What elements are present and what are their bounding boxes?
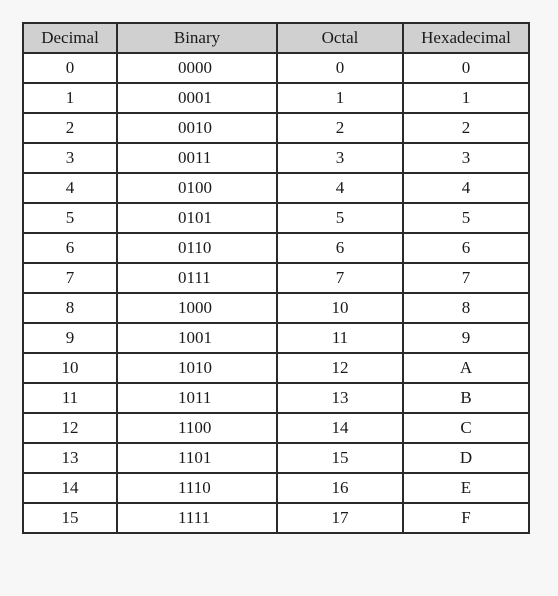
cell-binary: 0101 <box>117 203 277 233</box>
cell-octal: 16 <box>277 473 403 503</box>
cell-octal: 6 <box>277 233 403 263</box>
cell-hexadecimal: 0 <box>403 53 529 83</box>
cell-binary: 0100 <box>117 173 277 203</box>
cell-hexadecimal: A <box>403 353 529 383</box>
conversion-table-container <box>22 22 530 534</box>
cell-octal: 0 <box>277 53 403 83</box>
table-row <box>23 203 529 233</box>
cell-binary: 1100 <box>117 413 277 443</box>
cell-octal: 7 <box>277 263 403 293</box>
cell-octal: 10 <box>277 293 403 323</box>
cell-binary: 0000 <box>117 53 277 83</box>
number-conversion-table <box>22 22 530 534</box>
table-row <box>23 113 529 143</box>
cell-binary: 0011 <box>117 143 277 173</box>
cell-hexadecimal: 5 <box>403 203 529 233</box>
cell-decimal: 12 <box>23 413 117 443</box>
cell-decimal: 9 <box>23 323 117 353</box>
cell-binary: 1001 <box>117 323 277 353</box>
table-row <box>23 383 529 413</box>
cell-binary: 1110 <box>117 473 277 503</box>
table-row <box>23 443 529 473</box>
cell-hexadecimal: 1 <box>403 83 529 113</box>
table-row <box>23 503 529 533</box>
header-binary: Binary <box>117 23 277 53</box>
cell-octal: 12 <box>277 353 403 383</box>
cell-decimal: 13 <box>23 443 117 473</box>
cell-decimal: 2 <box>23 113 117 143</box>
cell-binary: 1011 <box>117 383 277 413</box>
table-row <box>23 353 529 383</box>
cell-octal: 11 <box>277 323 403 353</box>
cell-decimal: 11 <box>23 383 117 413</box>
cell-hexadecimal: 2 <box>403 113 529 143</box>
header-row <box>23 23 529 53</box>
table-row <box>23 143 529 173</box>
cell-hexadecimal: B <box>403 383 529 413</box>
cell-decimal: 15 <box>23 503 117 533</box>
cell-octal: 1 <box>277 83 403 113</box>
cell-binary: 0110 <box>117 233 277 263</box>
cell-octal: 17 <box>277 503 403 533</box>
cell-octal: 3 <box>277 143 403 173</box>
cell-decimal: 3 <box>23 143 117 173</box>
table-row <box>23 173 529 203</box>
cell-binary: 1000 <box>117 293 277 323</box>
cell-decimal: 4 <box>23 173 117 203</box>
cell-hexadecimal: E <box>403 473 529 503</box>
cell-hexadecimal: 4 <box>403 173 529 203</box>
table-body <box>23 53 529 533</box>
cell-binary: 0111 <box>117 263 277 293</box>
table-row <box>23 323 529 353</box>
cell-octal: 5 <box>277 203 403 233</box>
cell-hexadecimal: 6 <box>403 233 529 263</box>
cell-binary: 0010 <box>117 113 277 143</box>
header-decimal: Decimal <box>23 23 117 53</box>
cell-octal: 14 <box>277 413 403 443</box>
cell-decimal: 1 <box>23 83 117 113</box>
header-octal: Octal <box>277 23 403 53</box>
table-row <box>23 263 529 293</box>
cell-octal: 13 <box>277 383 403 413</box>
cell-binary: 1101 <box>117 443 277 473</box>
cell-decimal: 6 <box>23 233 117 263</box>
header-hexadecimal: Hexadecimal <box>403 23 529 53</box>
table-header <box>23 23 529 53</box>
cell-decimal: 5 <box>23 203 117 233</box>
cell-hexadecimal: 7 <box>403 263 529 293</box>
cell-hexadecimal: F <box>403 503 529 533</box>
cell-octal: 2 <box>277 113 403 143</box>
table-row <box>23 53 529 83</box>
table-row <box>23 293 529 323</box>
cell-binary: 1010 <box>117 353 277 383</box>
cell-decimal: 10 <box>23 353 117 383</box>
cell-octal: 4 <box>277 173 403 203</box>
cell-decimal: 7 <box>23 263 117 293</box>
table-row <box>23 83 529 113</box>
cell-hexadecimal: 3 <box>403 143 529 173</box>
table-row <box>23 233 529 263</box>
cell-octal: 15 <box>277 443 403 473</box>
cell-binary: 0001 <box>117 83 277 113</box>
cell-binary: 1111 <box>117 503 277 533</box>
table-row <box>23 413 529 443</box>
cell-decimal: 14 <box>23 473 117 503</box>
cell-hexadecimal: 8 <box>403 293 529 323</box>
cell-hexadecimal: C <box>403 413 529 443</box>
cell-hexadecimal: D <box>403 443 529 473</box>
cell-decimal: 8 <box>23 293 117 323</box>
table-row <box>23 473 529 503</box>
cell-decimal: 0 <box>23 53 117 83</box>
cell-hexadecimal: 9 <box>403 323 529 353</box>
